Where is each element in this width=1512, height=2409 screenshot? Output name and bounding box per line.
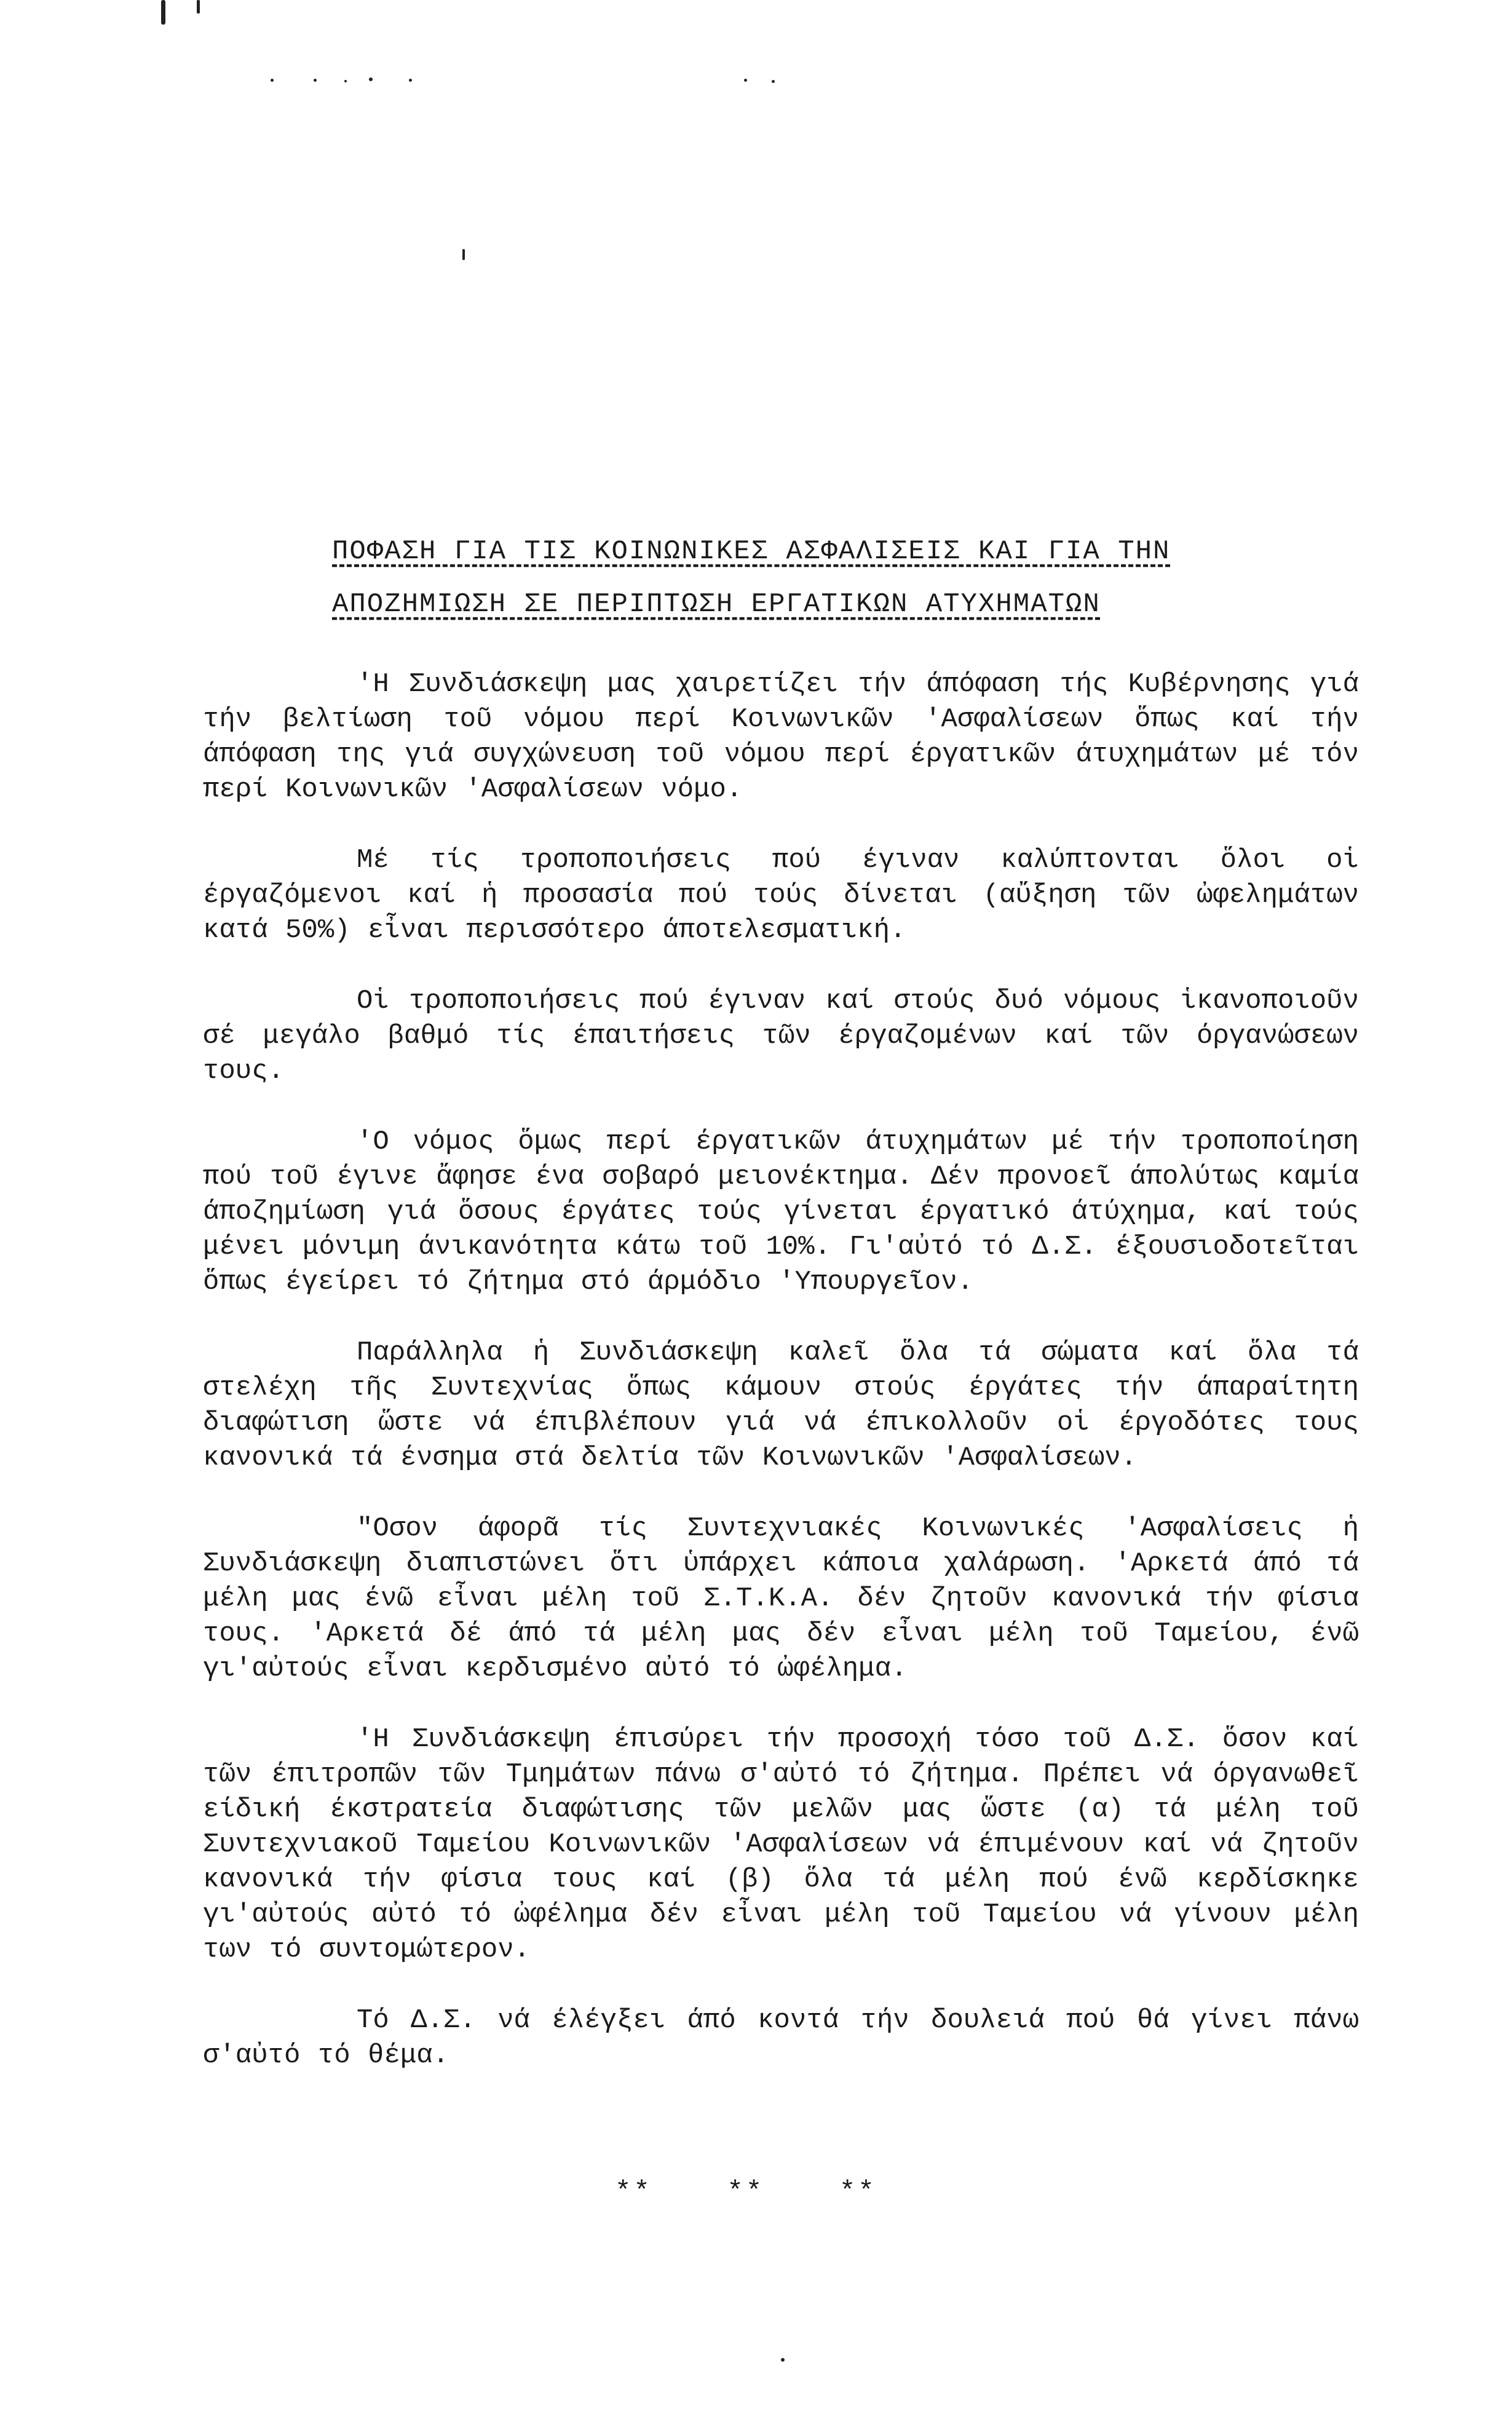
scan-speck <box>161 0 165 25</box>
paragraph <box>203 1511 1359 1687</box>
title-line-2: ΑΠΟΖΗΜΙΩΣΗ ΣΕ ΠΕΡΙΠΤΩΣΗ ΕΡΓΑΤΙΚΩΝ ΑΤΥΧΗΜΑΤΩΝ <box>332 589 1101 620</box>
scan-speck <box>781 2358 785 2362</box>
document-body <box>203 667 1359 2073</box>
paragraph-text: Οἱ τροποποιήσεις πού έγιναν καί στούς δυό νόμους ἱκανοποιοῦν σέ μεγάλο βαθμό τίς έπαιτήσεις τῶν έργαζομένων καί τῶν όργανώσεων τους. <box>203 986 1359 1086</box>
paragraph-text: Παράλληλα ἡ Συνδιάσκεψη καλεῖ ὅλα τά σώματα καί ὅλα τά στελέχη τῆς Συντεχνίας ὅπως κάμουν στούς έργάτες τήν άπαραίτητη διαφώτιση ὥστε νά έπιβλέπουν γιά νά έπικολλοῦν οἱ έργοδότες τους κανονικά τά ένσημα στά δελτία τῶν Κοινωνικῶν 'Ασφαλίσεων. <box>203 1337 1359 1473</box>
paragraph <box>203 984 1359 1089</box>
closing-marks: ** ** ** <box>615 2177 877 2207</box>
scan-speck <box>314 79 317 82</box>
scan-speck <box>369 77 373 81</box>
title-line-1: ΠΟΦΑΣΗ ΓΙΑ ΤΙΣ ΚΟΙΝΩΝΙΚΕΣ ΑΣΦΑΛΙΣΕΙΣ ΚΑΙ ΓΙΑ ΤΗΝ <box>332 536 1171 567</box>
paragraph-text: Μέ τίς τροποποιήσεις πού έγιναν καλύπτονται ὅλοι οἱ έργαζόμενοι καί ἡ προσασία πού τούς δίνεται (αὔξηση τῶν ὠφελημάτων κατά 50%) εἶναι περισσότερο άποτελεσματική. <box>203 845 1359 946</box>
paragraph <box>203 2003 1359 2073</box>
scan-speck <box>344 80 347 82</box>
scan-speck <box>271 79 274 82</box>
paragraph-text: 'Η Συνδιάσκεψη μας χαιρετίζει τήν άπόφαση τής Κυβέρνησης γιά τήν βελτίωση τοῦ νόμου περί Κοινωνικῶν 'Ασφαλίσεων ὅπως καί τήν άπόφαση της γιά συγχώνευση τοῦ νόμου περί έργατικῶν άτυχημάτων μέ τόν περί Κοινωνικῶν 'Ασφαλίσεων νόμο. <box>203 669 1359 805</box>
paragraph-text: "Οσον άφορᾶ τίς Συντεχνιακές Κοινωνικές 'Ασφαλίσεις ἡ Συνδιάσκεψη διαπιστώνει ὅτι ὑπάρχει κάποια χαλάρωση. 'Αρκετά άπό τά μέλη μας ένῶ εἶναι μέλη τοῦ Σ.Τ.Κ.Α. δέν ζητοῦν κανονικά τήν φίσια τους. 'Αρκετά δέ άπό τά μέλη μας δέν εἶναι μέλη τοῦ Ταμείου, ένῶ γι'αὐτούς εἶναι κερδισμένο αὐτό τό ὠφέλημα. <box>203 1513 1359 1684</box>
paragraph <box>203 843 1359 948</box>
scan-speck <box>744 79 747 82</box>
paragraph <box>203 1125 1359 1300</box>
scan-speck <box>772 80 775 83</box>
document-title <box>332 526 1254 630</box>
paragraph <box>203 667 1359 807</box>
paragraph-text: 'Η Συνδιάσκεψη έπισύρει τήν προσοχή τόσο τοῦ Δ.Σ. ὅσον καί τῶν έπιτροπῶν τῶν Τμημάτων πάνω σ'αὐτό τό ζήτημα. Πρέπει νά όργανωθεῖ είδική έκστρατεία διαφώτισης τῶν μελῶν μας ὥστε (α) τά μέλη τοῦ Συντεχνιακοῦ Ταμείου Κοινωνικῶν 'Ασφαλίσεων νά έπιμένουν καί νά ζητοῦν κανονικά τήν φίσια τους καί (β) ὅλα τά μέλη πού ένῶ κερδίσκηκε γι'αὐτούς αὐτό τό ὠφέλημα δέν εἶναι μέλη τοῦ Ταμείου νά γίνουν μέλη των τό συντομώτερον. <box>203 1724 1359 1965</box>
scan-speck <box>462 249 465 260</box>
paragraph <box>203 1722 1359 1968</box>
paragraph <box>203 1335 1359 1476</box>
paragraph-text: 'Ο νόμος ὅμως περί έργατικῶν άτυχημάτων μέ τήν τροποποίηση πού τοῦ έγινε ἄφησε ένα σοβαρό μειονέκτημα. Δέν προνοεῖ άπολύτως καμία άποζημίωση γιά ὅσους έργάτες τούς γίνεται έργατικό άτύχημα, καί τούς μένει μόνιμη άνικανότητα κάτω τοῦ 10%. Γι'αὐτό τό Δ.Σ. έξουσιοδοτεῖται ὅπως έγείρει τό ζήτημα στό άρμόδιο 'Υπουργεῖον. <box>203 1126 1359 1297</box>
paragraph-text: Τό Δ.Σ. νά έλέγξει άπό κοντά τήν δουλειά πού θά γίνει πάνω σ'αὐτό τό θέμα. <box>203 2005 1359 2071</box>
scan-speck <box>409 79 412 82</box>
scan-speck <box>197 0 200 14</box>
